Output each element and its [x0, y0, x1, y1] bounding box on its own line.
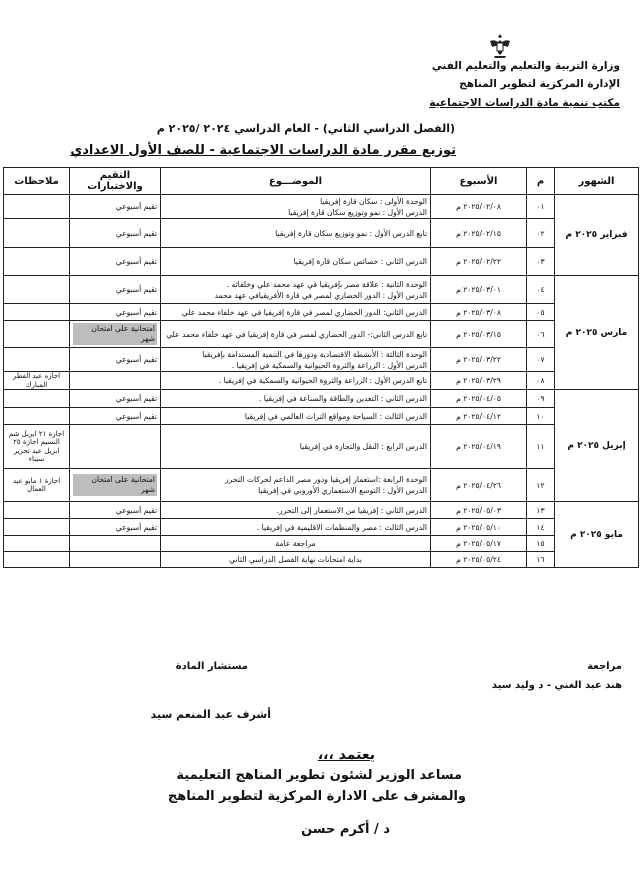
term-title: (الفصل الدراسي الثاني) - العام الدراسي ٢٠٢٤ /٢٠٢٥ م [156, 122, 455, 135]
table-row [4, 321, 639, 348]
topic-cell [161, 219, 431, 248]
table-row [4, 372, 639, 390]
evaluation-label: امتحانية على امتحان شهر [73, 323, 157, 346]
week-number-cell: ٠٨ [527, 372, 555, 390]
topic-line: بداية امتحانات نهاية الفصل الدراسي الثاني [229, 555, 362, 564]
ministry-name: وزارة التربية والتعليم والتعليم الفني [431, 60, 620, 72]
notes-cell [4, 304, 70, 321]
table-header-row [4, 168, 639, 195]
table-row [4, 408, 639, 425]
num-header: م [527, 168, 555, 195]
week-date-cell: ٢٠٢٥/٠٥/١٧ م [431, 536, 527, 552]
topic-cell [161, 248, 431, 276]
table-row [4, 248, 639, 276]
topic-cell [161, 469, 431, 502]
week-date-cell: ٢٠٢٥/٠٥/١٠ م [431, 519, 527, 536]
topic-cell [161, 195, 431, 219]
evaluation-label: تقيم أسبوعي [115, 228, 157, 238]
topic-cell [161, 552, 431, 568]
week-date-cell: ٢٠٢٥/٠٣/٢٩ م [431, 372, 527, 390]
topic-cell [161, 408, 431, 425]
week-number-cell: ١٠ [527, 408, 555, 425]
topic-cell [161, 425, 431, 469]
notes-cell [4, 408, 70, 425]
topic-line: الدرس الأول : الزراعة والثروة الحيوانية والسمكية في إفريقيا . [231, 360, 427, 370]
notes-cell [4, 348, 70, 372]
month-cell: مايو ٢٠٢٥ م [555, 502, 639, 568]
topic-line: الوحدة الرابعة :استعمار إفريقيا ودور مصر الداعم لحركات التحرر [224, 475, 427, 484]
month-cell: فبراير ٢٠٢٥ م [555, 195, 639, 276]
table-row [4, 348, 639, 372]
week-date-cell: ٢٠٢٥/٠٥/٢٤ م [431, 552, 527, 568]
evaluation-cell [70, 348, 161, 372]
week-date-cell: ٢٠٢٥/٠٣/٠١ م [431, 276, 527, 304]
evaluation-label: تقيم أسبوعي [115, 522, 157, 532]
advisor-name: أشرف عبد المنعم سيد [150, 708, 271, 721]
topic-cell [161, 536, 431, 552]
evaluation-cell [70, 390, 161, 408]
topic-line: الدرس الثاني : خصائص سكان قارة إفريقيا [293, 257, 427, 266]
evaluation-label: تقيم أسبوعي [115, 505, 157, 515]
evaluation-cell [70, 408, 161, 425]
week-date-cell: ٢٠٢٥/٠٢/٠٨ م [431, 195, 527, 219]
evaluation-label: تقيم أسبوعي [115, 411, 157, 421]
evaluation-cell [70, 552, 161, 568]
week-number-cell: ٠٥ [527, 304, 555, 321]
topic-line: تابع الدرس الأول : نمو وتوزيع سكان قارة إفريقيا [275, 228, 427, 238]
week-number-cell: ٠١ [527, 195, 555, 219]
week-number-cell: ١٢ [527, 469, 555, 502]
table-row [4, 195, 639, 219]
notes-cell: اجازة ٢١ ابريل شم النسيم اجازة ٢٥ ابريل عيد تحرير سيناء [4, 425, 70, 469]
table-row [4, 536, 639, 552]
notes-cell: اجازه عيد الفطر المبارك [4, 372, 70, 390]
notes-cell [4, 390, 70, 408]
notes-cell [4, 502, 70, 519]
notes-cell [4, 248, 70, 276]
week-number-cell: ١٦ [527, 552, 555, 568]
notes-cell [4, 519, 70, 536]
advisor-label: مستشار المادة [175, 661, 248, 672]
month-cell: مارس ٢٠٢٥ م [555, 276, 639, 390]
topic-cell [161, 390, 431, 408]
topic-line: الدرس الثاني : التعدين والطاقة والصناعة في إفريقيا . [258, 394, 427, 403]
approver-title-2: والمشرف على الادارة المركزية لتطوير المناهج [167, 789, 466, 804]
topic-line: تابع الدرس الأول : الزراعة والثروة الحيوانية والسمكية في إفريقيا . [218, 376, 427, 385]
topic-line: الوحدة الأولى : سكان قارة إفريقيا [320, 196, 427, 206]
topic-cell [161, 321, 431, 348]
table-row [4, 304, 639, 321]
topic-line: الدرس الأول : نمو وتوزيع سكان قارة إفريقيا [288, 207, 427, 217]
week-number-cell: ٠٩ [527, 390, 555, 408]
week-date-cell: ٢٠٢٥/٠٢/٢٢ م [431, 248, 527, 276]
notes-cell [4, 552, 70, 568]
week-header: الأسبوع [431, 168, 527, 195]
approver-title-1: مساعد الوزير لشئون تطوير المناهج التعليمية [176, 768, 462, 783]
evaluation-cell [70, 321, 161, 348]
week-number-cell: ١١ [527, 425, 555, 469]
notes-header: ملاحظات [4, 168, 70, 195]
evaluation-label: تقيم أسبوعي [115, 202, 157, 211]
week-date-cell: ٢٠٢٥/٠٤/٠٥ م [431, 390, 527, 408]
eval-header: التقيم والاختبارات [70, 168, 161, 195]
week-date-cell: ٢٠٢٥/٠٤/١٢ م [431, 408, 527, 425]
week-date-cell: ٢٠٢٥/٠٣/٢٢ م [431, 348, 527, 372]
topic-cell [161, 372, 431, 390]
evaluation-label: امتحانية على امتحان شهر [73, 474, 157, 497]
table-row [4, 502, 639, 519]
evaluation-cell [70, 276, 161, 304]
evaluation-cell [70, 248, 161, 276]
notes-cell [4, 276, 70, 304]
week-date-cell: ٢٠٢٥/٠٥/٠٣ م [431, 502, 527, 519]
week-date-cell: ٢٠٢٥/٠٢/١٥ م [431, 219, 527, 248]
evaluation-cell [70, 425, 161, 469]
table-row [4, 390, 639, 408]
evaluation-cell [70, 536, 161, 552]
topic-line: مراجعة عامة [275, 539, 316, 548]
month-cell: إبريل ٢٠٢٥ م [555, 390, 639, 502]
topic-line: تابع الدرس الثاني:- الدور الحضاري لمصر في قارة إفريقيا في عهد خلفاء محمد علي [166, 329, 427, 339]
month-header: الشهور [555, 168, 639, 195]
topic-cell [161, 519, 431, 536]
topic-line: الوحدة الثانية : علاقة مصر بإفريقيا في عهد محمد علي وخلفائه . [226, 279, 427, 289]
evaluation-cell [70, 195, 161, 219]
evaluation-cell [70, 219, 161, 248]
department-name: الإدارة المركزية لتطوير المناهج [459, 78, 620, 90]
topic-line: الدرس الأول : التوسع الاستعماري الأوروبي في إفريقيا [258, 486, 427, 495]
evaluation-label: تقيم أسبوعي [115, 307, 157, 317]
week-number-cell: ٠٤ [527, 276, 555, 304]
topic-line: الدرس الثاني : إفريقيا من الاستعمار إلى التحرر. [276, 505, 427, 515]
topic-line: الوحدة الثالثة : الأنشطة الاقتصادية ودورها في التنمية المستدامة بإفريقيا [202, 349, 427, 359]
table-row [4, 469, 639, 502]
week-number-cell: ٠٦ [527, 321, 555, 348]
week-date-cell: ٢٠٢٥/٠٣/١٥ م [431, 321, 527, 348]
approval-stamp: يعتمد ،،، [317, 747, 375, 763]
office-name: مكتب تنمية مادة الدراسات الاجتماعية [429, 97, 620, 109]
evaluation-label: تقيم أسبوعي [115, 394, 157, 403]
approver-name: د / أكرم حسن [301, 822, 390, 837]
notes-cell [4, 536, 70, 552]
topic-line: الدرس الثالث : مصر والمنظمات الاقليمية في إفريقيا . [256, 522, 427, 532]
table-row [4, 276, 639, 304]
evaluation-cell [70, 372, 161, 390]
week-date-cell: ٢٠٢٥/٠٤/١٩ م [431, 425, 527, 469]
notes-cell [4, 321, 70, 348]
schedule-table [3, 167, 639, 568]
evaluation-label: تقيم أسبوعي [115, 257, 157, 266]
week-date-cell: ٢٠٢٥/٠٤/٢٦ م [431, 469, 527, 502]
week-number-cell: ٠٧ [527, 348, 555, 372]
table-row [4, 552, 639, 568]
week-number-cell: ١٤ [527, 519, 555, 536]
topic-cell [161, 276, 431, 304]
topic-cell [161, 304, 431, 321]
egypt-eagle-emblem-icon [488, 33, 512, 59]
notes-cell: اجازة ١ مايو عيد العمال [4, 469, 70, 502]
evaluation-label: تقيم أسبوعي [115, 355, 157, 364]
notes-cell [4, 195, 70, 219]
week-number-cell: ١٣ [527, 502, 555, 519]
table-row [4, 219, 639, 248]
reviewers: هند عبد الغني - د وليد سيد [491, 680, 622, 691]
table-row [4, 519, 639, 536]
review-label: مراجعة [587, 661, 622, 672]
topic-line: الدرس الثالث : السياحة ومواقع التراث العالمي في إفريقيا [244, 411, 427, 421]
topic-line: الدرس الأول : الدور الحضاري لمصر في قارة الأفريقيافي عهد محمد [214, 290, 427, 300]
evaluation-cell [70, 519, 161, 536]
topic-line: الدرس الثاني: الدور الحضاري لمصر في قارة إفريقيا في عهد خلفاء محمد علي [181, 307, 427, 317]
topic-cell [161, 348, 431, 372]
week-number-cell: ١٥ [527, 536, 555, 552]
main-title: توزيع مقرر مادة الدراسات الاجتماعية - للصف الأول الاعدادي [70, 143, 456, 158]
evaluation-label: تقيم أسبوعي [115, 285, 157, 294]
topic-header: الموضـــوع [161, 168, 431, 195]
topic-line: الدرس الرابع : النقل والتجارة في إفريقيا [299, 442, 427, 451]
evaluation-cell [70, 304, 161, 321]
evaluation-cell [70, 469, 161, 502]
evaluation-cell [70, 502, 161, 519]
week-number-cell: ٠٣ [527, 248, 555, 276]
week-date-cell: ٢٠٢٥/٠٣/٠٨ م [431, 304, 527, 321]
topic-cell [161, 502, 431, 519]
table-row [4, 425, 639, 469]
week-number-cell: ٠٢ [527, 219, 555, 248]
notes-cell [4, 219, 70, 248]
